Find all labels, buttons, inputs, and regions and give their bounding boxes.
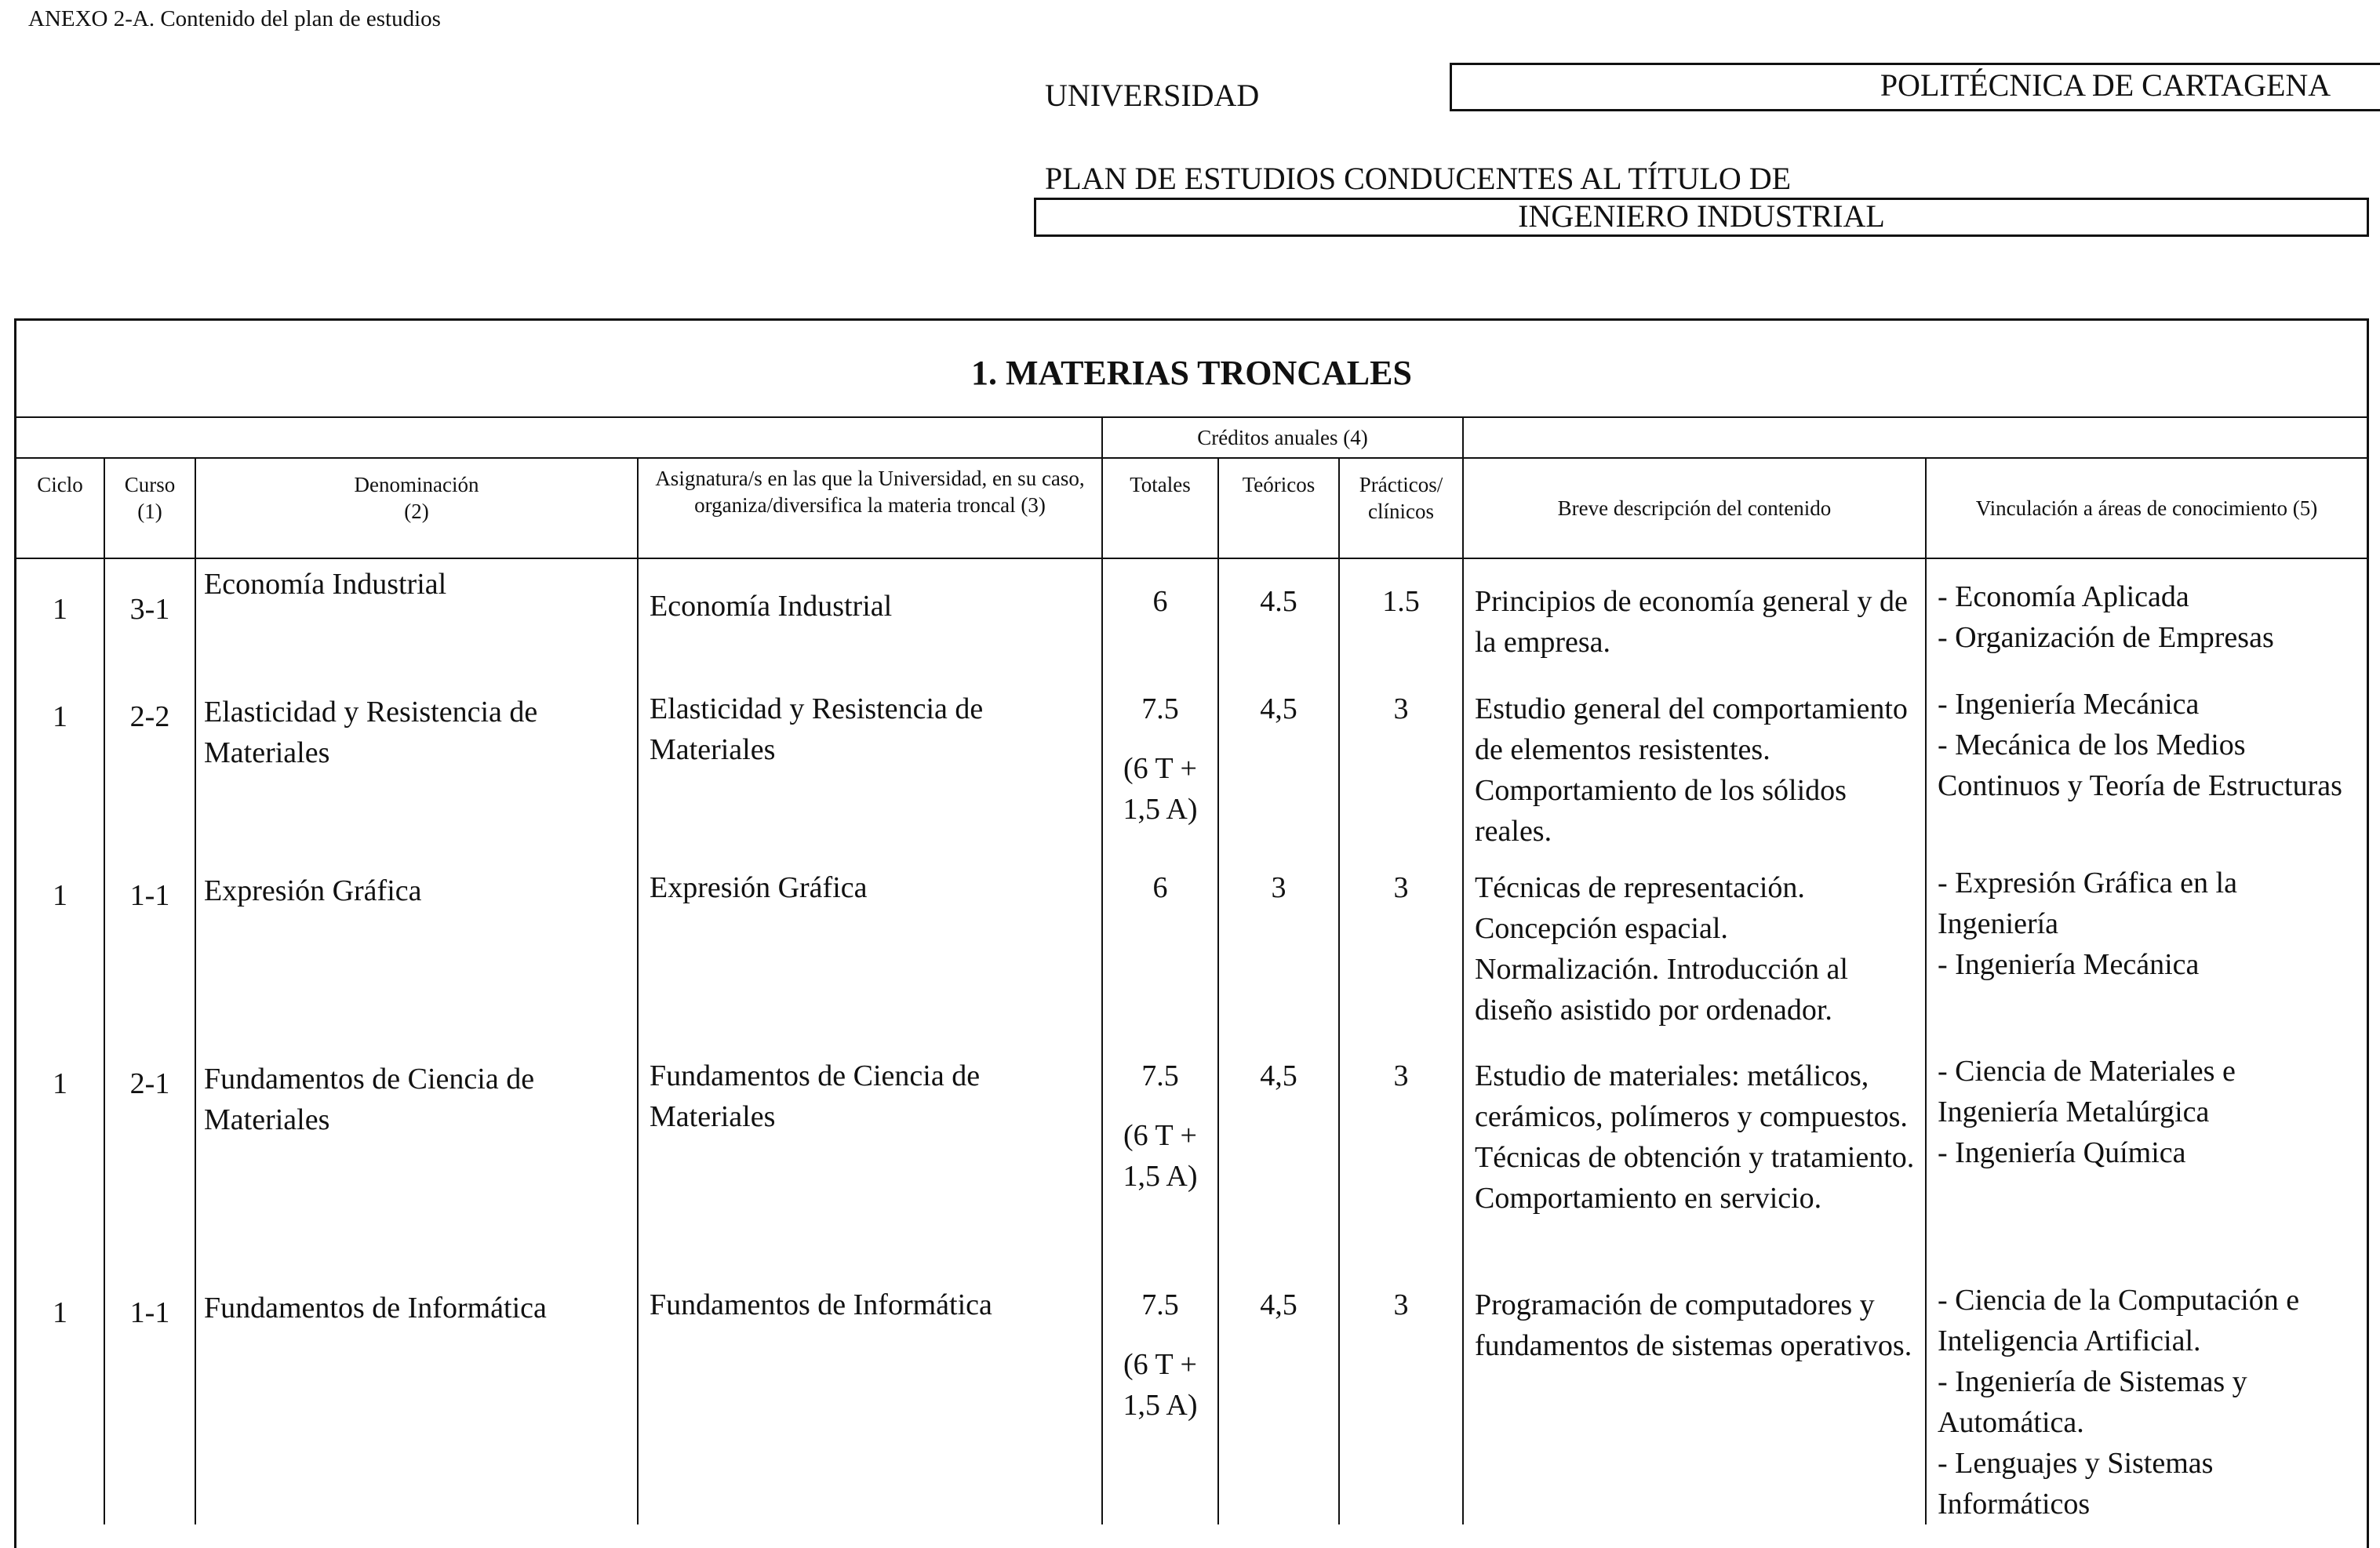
plan-label: PLAN DE ESTUDIOS CONDUCENTES AL TÍTULO DE xyxy=(1045,161,1792,196)
cell-asignatura: Fundamentos de Informática xyxy=(638,1270,1102,1524)
cell-curso: 2-2 xyxy=(104,673,195,853)
cell-areas xyxy=(1926,1270,2367,1524)
col-header-asignaturas: Asignatura/s en las que la Universidad, en su caso, organiza/diversifica la materia troncal (3) xyxy=(638,458,1102,558)
area-item: - Ingeniería de Sistemas y Automática. xyxy=(1938,1365,2247,1439)
cell-totales xyxy=(1102,1037,1218,1270)
cell-practicos: 3 xyxy=(1339,853,1463,1037)
credits-group-header: Créditos anuales (4) xyxy=(1102,417,1463,458)
cell-practicos: 3 xyxy=(1339,1037,1463,1270)
cell-denominacion: Elasticidad y Resistencia de Materiales xyxy=(195,673,638,853)
cell-teoricos: 4,5 xyxy=(1218,1037,1339,1270)
area-item: - Lenguajes y Sistemas Informáticos xyxy=(1938,1447,2214,1521)
cell-denominacion: Expresión Gráfica xyxy=(195,853,638,1037)
cell-curso: 1-1 xyxy=(104,1270,195,1524)
totales-value: 7.5 xyxy=(1141,692,1179,725)
cell-denominacion: Economía Industrial xyxy=(195,558,638,673)
totales-breakdown: (6 T + 1,5 A) xyxy=(1123,1348,1198,1422)
cell-denominacion: Fundamentos de Informática xyxy=(195,1270,638,1524)
area-item: - Ingeniería Mecánica xyxy=(1938,948,2200,981)
area-item: - Mecánica de los Medios Continuos y Teoría de Estructuras xyxy=(1938,729,2342,802)
area-item: - Ingeniería Química xyxy=(1938,1136,2186,1169)
table-row xyxy=(16,853,2367,1037)
university-name-box: POLITÉCNICA DE CARTAGENA xyxy=(1450,63,2380,111)
cell-asignatura: Economía Industrial xyxy=(638,558,1102,673)
cell-ciclo: 1 xyxy=(16,1270,104,1524)
cell-descripcion: Programación de computadores y fundamentos de sistemas operativos. xyxy=(1463,1270,1926,1524)
totales-value: 7.5 xyxy=(1141,1059,1179,1092)
cell-descripcion: Estudio general del comportamiento de elementos resistentes. Comportamiento de los sólidos reales. xyxy=(1463,673,1926,853)
cell-totales xyxy=(1102,853,1218,1037)
cell-ciclo: 1 xyxy=(16,1037,104,1270)
area-item: - Ciencia de Materiales e Ingeniería Metalúrgica xyxy=(1938,1055,2236,1128)
table-row xyxy=(16,673,2367,853)
col-header-denominacion: Denominación (2) xyxy=(195,458,638,558)
cell-descripcion: Técnicas de representación. Concepción espacial. Normalización. Introducción al diseño asistido por ordenador. xyxy=(1463,853,1926,1037)
cell-totales xyxy=(1102,1270,1218,1524)
annex-header: ANEXO 2-A. Contenido del plan de estudios xyxy=(28,6,441,31)
col-header-practicos: Prácticos/ clínicos xyxy=(1339,458,1463,558)
totales-value: 7.5 xyxy=(1141,1288,1179,1321)
col-header-teoricos: Teóricos xyxy=(1218,458,1339,558)
section-title: 1. MATERIAS TRONCALES xyxy=(16,321,2367,417)
degree-title-box: INGENIERO INDUSTRIAL xyxy=(1034,198,2369,237)
cell-descripcion: Estudio de materiales: metálicos, cerámicos, polímeros y compuestos. Técnicas de obtención y tratamiento. Comportamiento en servicio. xyxy=(1463,1037,1926,1270)
cell-asignatura: Elasticidad y Resistencia de Materiales xyxy=(638,673,1102,853)
cell-curso: 3-1 xyxy=(104,558,195,673)
cell-areas xyxy=(1926,1037,2367,1270)
cell-ciclo: 1 xyxy=(16,673,104,853)
materias-table xyxy=(14,318,2369,1548)
cell-teoricos: 4.5 xyxy=(1218,558,1339,673)
table-row xyxy=(16,558,2367,673)
area-item: - Economía Aplicada xyxy=(1938,580,2189,613)
header-spacer-left xyxy=(16,417,1102,458)
cell-curso: 1-1 xyxy=(104,853,195,1037)
cell-ciclo: 1 xyxy=(16,853,104,1037)
university-label: UNIVERSIDAD xyxy=(1045,78,1260,113)
cell-totales xyxy=(1102,558,1218,673)
cell-areas xyxy=(1926,558,2367,673)
col-header-curso: Curso (1) xyxy=(104,458,195,558)
cell-ciclo: 1 xyxy=(16,558,104,673)
cell-practicos: 1.5 xyxy=(1339,558,1463,673)
cell-curso: 2-1 xyxy=(104,1037,195,1270)
col-header-ciclo: Ciclo xyxy=(16,458,104,558)
totales-value: 6 xyxy=(1152,585,1168,618)
table-row xyxy=(16,1270,2367,1524)
area-item: - Organización de Empresas xyxy=(1938,621,2274,654)
cell-asignatura: Expresión Gráfica xyxy=(638,853,1102,1037)
cell-asignatura: Fundamentos de Ciencia de Materiales xyxy=(638,1037,1102,1270)
cell-practicos: 3 xyxy=(1339,673,1463,853)
col-header-vinculacion: Vinculación a áreas de conocimiento (5) xyxy=(1926,458,2367,558)
col-header-descripcion: Breve descripción del contenido xyxy=(1463,458,1926,558)
totales-breakdown: (6 T + 1,5 A) xyxy=(1123,752,1198,826)
cell-descripcion: Principios de economía general y de la empresa. xyxy=(1463,558,1926,673)
cell-areas xyxy=(1926,673,2367,853)
header-spacer-right xyxy=(1463,417,2367,458)
totales-value: 6 xyxy=(1152,871,1168,904)
cell-denominacion: Fundamentos de Ciencia de Materiales xyxy=(195,1037,638,1270)
cell-teoricos: 4,5 xyxy=(1218,673,1339,853)
cell-totales xyxy=(1102,673,1218,853)
area-item: - Expresión Gráfica en la Ingeniería xyxy=(1938,867,2237,940)
area-item: - Ingeniería Mecánica xyxy=(1938,688,2200,721)
cell-practicos: 3 xyxy=(1339,1270,1463,1524)
cell-teoricos: 4,5 xyxy=(1218,1270,1339,1524)
col-header-totales: Totales xyxy=(1102,458,1218,558)
cell-areas xyxy=(1926,853,2367,1037)
table-row xyxy=(16,1037,2367,1270)
area-item: - Ciencia de la Computación e Inteligencia Artificial. xyxy=(1938,1284,2300,1357)
cell-teoricos: 3 xyxy=(1218,853,1339,1037)
totales-breakdown: (6 T + 1,5 A) xyxy=(1123,1119,1198,1193)
